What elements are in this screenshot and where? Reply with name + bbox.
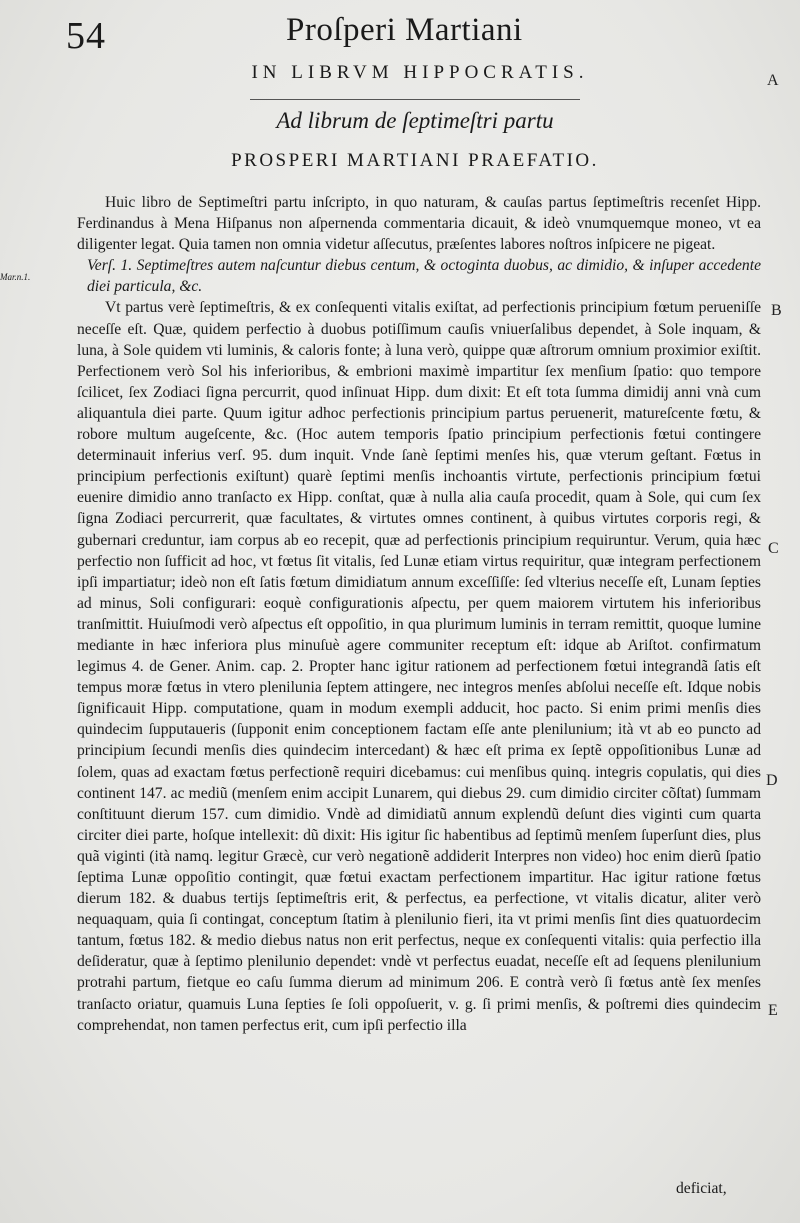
heading-in-librum: IN LIBRVM HIPPOCRATIS. <box>251 62 589 83</box>
main-text <box>77 192 761 1036</box>
divider-rule <box>250 99 580 100</box>
page-number: 54 <box>66 15 106 57</box>
margin-letter-b: B <box>771 302 782 319</box>
margin-letter-d: D <box>766 772 778 789</box>
verse-lemma: Verſ. 1. Septimeſtres autem naſcuntur diebus centum, & octoginta duobus, ac dimidio, & inſuper accedente diei particula, &c. <box>87 257 761 296</box>
catchword: deficiat, <box>676 1180 727 1197</box>
commentary-paragraph: Vt partus verè ſeptimeſtris, & ex conſequenti vitalis exiſtat, ad perfectionis principium fœtum perueniſſe neceſſe eſt. Quæ, quidem perfectio à duobus potiſſimum cauſis vniuerſalibus dependet, à Sole inquam, & luna, à Sole quidem vti luminis, & caloris fonte; à luna verò, quippe quæ aſtrorum omnium proximior exiſtit. Perfectionem verò Sol his inferioribus, & embrioni maximè impartitur ſex menſium ſpatio: quo tempore ſcilicet, ſex Zodiaci ſigna percurrit, quod inſinuat Hipp. dum dixit: Et eſt tota ſumma dimidij anni vnà cum aliquantula diei parte. Quum igitur adhoc perfectionis principium partus peruenerit, matureſcente fœtu, & robore multum augeſcente, &c. (Hoc autem temporis ſpatio principium perfectionis fœtui contingere determinauit inferius verſ. 95. dum inquit. Vnde ſanè ſeptimi menſes his, quæ vterum geſtant. Fœtus in principium perfectionis exiſtunt) quarè ſeptimi menſis inchoantis virtute, perfectionis principium fœtui euenire dimidio anno tranſacto ex Hipp. conſtat, quæ à nulla alia cauſa procedit, quam à Sole, qui cum ſex ſigna Zodiaci percurrerit, quæ facultates, & virtutes omnes continent, à quibus virtutes corporis regi, & gubernari creduntur, iam corpus ab eo recepit, quæ ad perfectionis principium requiruntur. Verum, quia hæc perfectio non ſufficit ad hoc, vt fœtus ſit vitalis, ſed Lunæ etiam virtus requiritur, quæ integram perfectionem ipſi impartiatur; ideò non eſt ſatis fœtum dimidiatum annum exceſſiſſe: ſed vlterius neceſſe eſt, Lunam ſepties ad minus, Soli configurari: eoquè configurationis aſpectu, per quem maiorem virtutem his inferioribus tranſmittit. Huiuſmodi verò aſpectus eſt oppoſitio, in qua plurimum luminis in terram remittit, quoque lumine mediante in hæc inferiora plus minuſuè agere communiter receptum eſt: idque ab Ariſtot. confirmatum legimus 4. de Gener. Anim. cap. 2. Propter hanc igitur rationem ad perfectionem fœtui integrandã ſatis eſt tempus moræ fœtus in vtero plenilunia ſeptem attingere, nec integros menſes abſolui neceſſe eſt. Idque nobis ſignificauit Hipp. computatione, quam in modum exempli adducit, hoc pacto. Si enim primi menſis dies quindecim ſupputaueris (ſupponit enim conceptionem factam eſſe ante plenilunium; ità vt ab eo puncto ad principium ſecundi menſis dies quindecim intercedant) & hæc eſt prima ex ſeptẽ oppoſitionibus Lunæ ad ſolem, quas ad exactam fœtus perfectionẽ requiri dicebamus: cui menſibus quinq. integris copulatis, qui dies continent 147. ac mediũ (menſem enim accipit Lunarem, qui diebus 29. cum dimidio circiter cõſtat) ſummam conſtituunt dierum 157. cum dimidio. Vndè ad dimidiatũ annum explendũ deſunt dies viginti cum quarta circiter diei parte, hoſque intellexit: dũ dixit: His igitur ſic habentibus ad ſeptimũ menſem ſuperſunt dies, plus quã viginti (ità namq. legitur Græcè, cur verò negationẽ addiderit Interpres non video) hoc enim dierũ ſpatio ſeptima Lunæ oppoſitio contingit, quæ fœtui exactam perfectionem impartitur. Hac igitur ratione fœtus dierum 182. & duabus tertijs ſeptimeſtris erit, & perfectus, ea perfectione, vt vitalis dicatur, aliter verò nequaquam, quia ſi contingat, conceptum ſtatim à plenilunio fieri, ita vt primi menſis ſint dies quatuordecim tantum, fœtus 182. & medio diebus natus non erit perfectus, neque ex conſequenti vitalis: quia perfectio illa deſideratur, quæ à ſeptimo plenilunio dependet: vndè vt perfectus euadat, neceſſe eſt ad ſequens plenilunium protrahi partum, fietque eo caſu ſumma dierum ad minimum 206. E contrà verò ſi fœtus antè ſex menſes tranſacto oriatur, quamuis Luna ſepties ſe ſoli oppoſuerit, v. g. ſi primi menſis, & poſtremi dies quindecim comprehendat, non tamen perfectus erit, cum ipſi perfectio illa <box>77 299 761 1034</box>
running-title: Proſperi Martiani <box>286 12 523 48</box>
heading-ad-librum: Ad librum de ſeptimeſtri partu <box>276 108 554 133</box>
margin-note: Mar.n.1. <box>0 272 31 282</box>
margin-letter-c: C <box>768 540 779 557</box>
margin-letter-a: A <box>767 72 779 89</box>
margin-letter-e: E <box>768 1002 778 1019</box>
heading-praefatio: PROSPERI MARTIANI PRAEFATIO. <box>231 150 599 171</box>
preface-paragraph: Huic libro de Septimeſtri partu inſcripto, in quo naturam, & cauſas partus ſeptimeſtris recenſet Hipp. Ferdinandus à Mena Hiſpanus non aſpernenda commentaria dicauit, & ideò vnumquemque moneo, vt ea diligenter legat. Quia tamen non omnia videtur aſſecutus, præſentes labores noſtros inſpicere ne pigeat. <box>77 194 761 254</box>
